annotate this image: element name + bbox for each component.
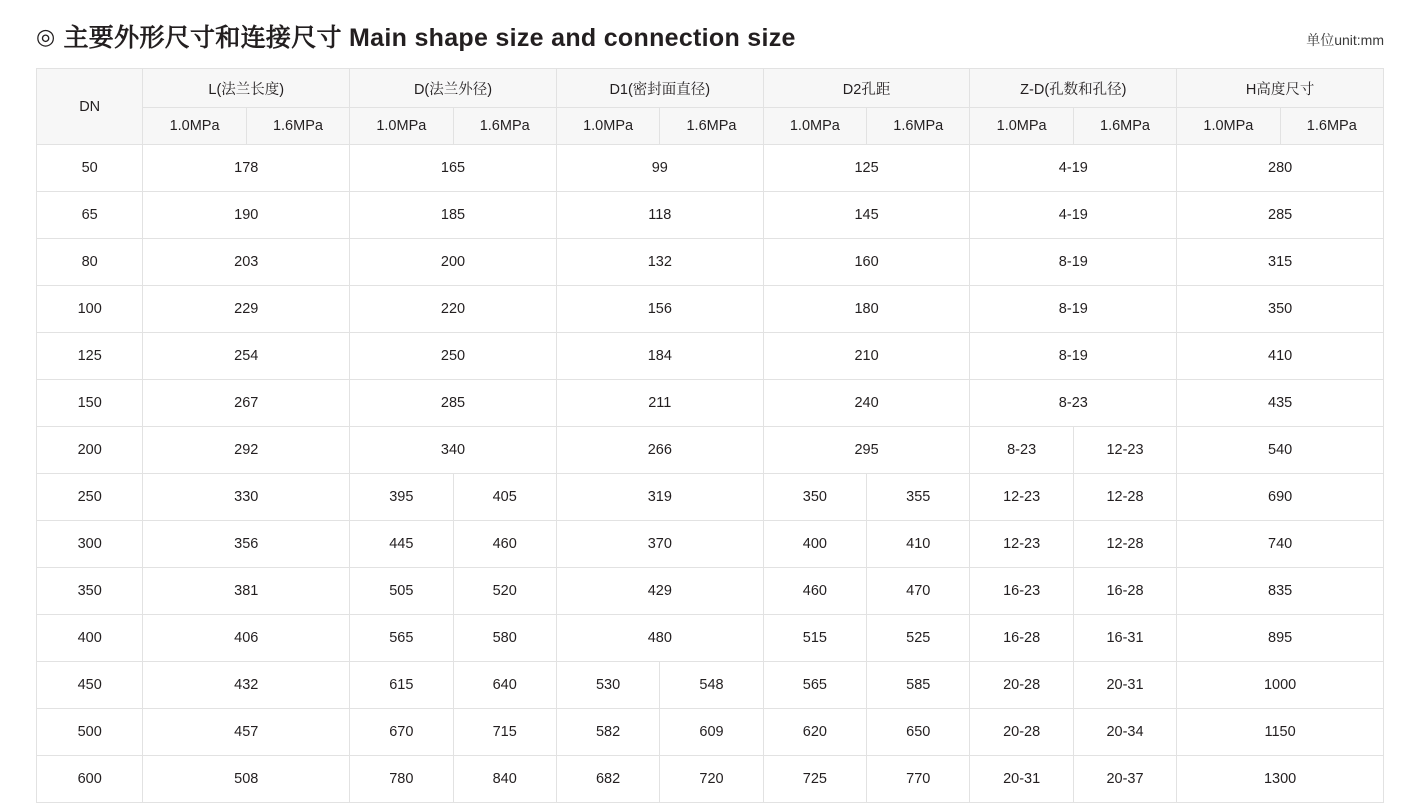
cell-d1-10: 582 (556, 709, 659, 756)
cell-dn: 600 (37, 756, 143, 803)
cell-l: 254 (143, 333, 350, 380)
cell-d-16: 840 (453, 756, 556, 803)
cell-d1: 480 (556, 615, 763, 662)
sub-header-zd-10: 1.0MPa (970, 108, 1073, 145)
column-header-l: L(法兰长度) (143, 69, 350, 108)
sub-header-d2-16: 1.6MPa (867, 108, 970, 145)
cell-h: 285 (1177, 192, 1384, 239)
sub-header-l-16: 1.6MPa (246, 108, 349, 145)
cell-zd: 8-19 (970, 286, 1177, 333)
cell-zd-10: 16-28 (970, 615, 1073, 662)
cell-d2-16: 355 (867, 474, 970, 521)
table-row (37, 239, 1384, 286)
cell-zd: 8-19 (970, 239, 1177, 286)
cell-dn: 150 (37, 380, 143, 427)
cell-d2-16: 770 (867, 756, 970, 803)
cell-zd: 4-19 (970, 145, 1177, 192)
cell-d2: 295 (763, 427, 970, 474)
cell-d2: 125 (763, 145, 970, 192)
cell-d: 220 (350, 286, 557, 333)
cell-d2-16: 470 (867, 568, 970, 615)
cell-d1: 132 (556, 239, 763, 286)
cell-h: 280 (1177, 145, 1384, 192)
cell-h: 410 (1177, 333, 1384, 380)
table-row (37, 286, 1384, 333)
cell-d-10: 670 (350, 709, 453, 756)
cell-dn: 300 (37, 521, 143, 568)
table-row (37, 427, 1384, 474)
cell-h: 350 (1177, 286, 1384, 333)
cell-d-16: 405 (453, 474, 556, 521)
cell-l: 292 (143, 427, 350, 474)
cell-l: 178 (143, 145, 350, 192)
table-head (37, 69, 1384, 145)
cell-d2-16: 410 (867, 521, 970, 568)
cell-zd-10: 16-23 (970, 568, 1073, 615)
sub-header-d-16: 1.6MPa (453, 108, 556, 145)
sub-header-d1-16: 1.6MPa (660, 108, 763, 145)
cell-h: 435 (1177, 380, 1384, 427)
cell-d-10: 505 (350, 568, 453, 615)
cell-l: 356 (143, 521, 350, 568)
sub-header-zd-16: 1.6MPa (1073, 108, 1176, 145)
cell-d: 340 (350, 427, 557, 474)
column-header-dn: DN (37, 69, 143, 145)
cell-l: 381 (143, 568, 350, 615)
cell-d2: 160 (763, 239, 970, 286)
cell-zd-16: 12-28 (1073, 521, 1176, 568)
cell-d1-10: 682 (556, 756, 659, 803)
dimensions-table (36, 68, 1384, 803)
cell-d: 185 (350, 192, 557, 239)
cell-l: 432 (143, 662, 350, 709)
cell-h: 835 (1177, 568, 1384, 615)
cell-d1-16: 609 (660, 709, 763, 756)
cell-h: 1300 (1177, 756, 1384, 803)
cell-dn: 500 (37, 709, 143, 756)
cell-d-16: 715 (453, 709, 556, 756)
table-row (37, 521, 1384, 568)
table-row (37, 709, 1384, 756)
cell-d2-10: 565 (763, 662, 866, 709)
cell-zd-16: 12-23 (1073, 427, 1176, 474)
cell-zd-16: 16-31 (1073, 615, 1176, 662)
cell-d-10: 395 (350, 474, 453, 521)
column-header-zd: Z-D(孔数和孔径) (970, 69, 1177, 108)
cell-h: 1000 (1177, 662, 1384, 709)
cell-dn: 450 (37, 662, 143, 709)
cell-dn: 125 (37, 333, 143, 380)
table-body (37, 145, 1384, 803)
cell-zd-10: 20-28 (970, 709, 1073, 756)
cell-l: 229 (143, 286, 350, 333)
cell-d2-10: 460 (763, 568, 866, 615)
cell-dn: 250 (37, 474, 143, 521)
sub-header-h-10: 1.0MPa (1177, 108, 1280, 145)
cell-h: 540 (1177, 427, 1384, 474)
title-row (36, 18, 1384, 54)
cell-zd: 4-19 (970, 192, 1177, 239)
cell-h: 895 (1177, 615, 1384, 662)
cell-h: 690 (1177, 474, 1384, 521)
cell-zd-10: 20-31 (970, 756, 1073, 803)
cell-dn: 80 (37, 239, 143, 286)
table-row (37, 145, 1384, 192)
cell-l: 203 (143, 239, 350, 286)
cell-d: 285 (350, 380, 557, 427)
cell-l: 406 (143, 615, 350, 662)
cell-l: 267 (143, 380, 350, 427)
cell-d2: 180 (763, 286, 970, 333)
cell-d2: 210 (763, 333, 970, 380)
cell-d-16: 580 (453, 615, 556, 662)
table-row (37, 474, 1384, 521)
cell-h: 315 (1177, 239, 1384, 286)
column-header-h: H高度尺寸 (1177, 69, 1384, 108)
bullet-icon: ◎ (36, 24, 56, 49)
page-title (36, 18, 796, 54)
cell-dn: 50 (37, 145, 143, 192)
cell-zd-16: 12-28 (1073, 474, 1176, 521)
cell-d1: 118 (556, 192, 763, 239)
cell-d: 165 (350, 145, 557, 192)
cell-d2-10: 400 (763, 521, 866, 568)
column-header-d: D(法兰外径) (350, 69, 557, 108)
cell-l: 457 (143, 709, 350, 756)
table-row (37, 333, 1384, 380)
cell-zd-10: 12-23 (970, 474, 1073, 521)
cell-zd: 8-23 (970, 380, 1177, 427)
cell-d: 250 (350, 333, 557, 380)
cell-d1: 429 (556, 568, 763, 615)
cell-zd: 8-19 (970, 333, 1177, 380)
cell-d2-10: 350 (763, 474, 866, 521)
cell-zd-16: 20-34 (1073, 709, 1176, 756)
cell-d1: 370 (556, 521, 763, 568)
table-group-header-row (37, 69, 1384, 108)
table-row (37, 662, 1384, 709)
cell-d1-10: 530 (556, 662, 659, 709)
table-row (37, 380, 1384, 427)
cell-d2-16: 585 (867, 662, 970, 709)
cell-d-10: 780 (350, 756, 453, 803)
cell-d2: 240 (763, 380, 970, 427)
cell-dn: 350 (37, 568, 143, 615)
table-row (37, 615, 1384, 662)
cell-l: 190 (143, 192, 350, 239)
cell-d1: 211 (556, 380, 763, 427)
cell-l: 508 (143, 756, 350, 803)
sub-header-h-16: 1.6MPa (1280, 108, 1383, 145)
sub-header-l-10: 1.0MPa (143, 108, 246, 145)
cell-dn: 100 (37, 286, 143, 333)
cell-d-16: 460 (453, 521, 556, 568)
column-header-d1: D1(密封面直径) (556, 69, 763, 108)
cell-l: 330 (143, 474, 350, 521)
cell-d-10: 565 (350, 615, 453, 662)
cell-dn: 400 (37, 615, 143, 662)
cell-d1-16: 548 (660, 662, 763, 709)
cell-d2-10: 515 (763, 615, 866, 662)
table-row (37, 568, 1384, 615)
cell-zd-16: 16-28 (1073, 568, 1176, 615)
cell-d: 200 (350, 239, 557, 286)
cell-h: 740 (1177, 521, 1384, 568)
cell-d1: 99 (556, 145, 763, 192)
cell-d2-16: 525 (867, 615, 970, 662)
unit-note: 单位unit:mm (1306, 32, 1384, 48)
cell-d1: 184 (556, 333, 763, 380)
cell-d-16: 520 (453, 568, 556, 615)
cell-d1: 266 (556, 427, 763, 474)
cell-zd-16: 20-31 (1073, 662, 1176, 709)
cell-d1-16: 720 (660, 756, 763, 803)
cell-d1: 156 (556, 286, 763, 333)
table-row (37, 192, 1384, 239)
cell-d2: 145 (763, 192, 970, 239)
sub-header-d2-10: 1.0MPa (763, 108, 866, 145)
table-row (37, 756, 1384, 803)
cell-d-10: 615 (350, 662, 453, 709)
cell-zd-10: 8-23 (970, 427, 1073, 474)
cell-zd-10: 20-28 (970, 662, 1073, 709)
cell-zd-10: 12-23 (970, 521, 1073, 568)
cell-d2-10: 620 (763, 709, 866, 756)
cell-dn: 65 (37, 192, 143, 239)
cell-d1: 319 (556, 474, 763, 521)
sub-header-d-10: 1.0MPa (350, 108, 453, 145)
page-title-text: 主要外形尺寸和连接尺寸 Main shape size and connection size (63, 24, 796, 52)
sub-header-d1-10: 1.0MPa (556, 108, 659, 145)
cell-d-16: 640 (453, 662, 556, 709)
cell-d2-16: 650 (867, 709, 970, 756)
column-header-d2: D2孔距 (763, 69, 970, 108)
table-sub-header-row (37, 108, 1384, 145)
cell-d2-10: 725 (763, 756, 866, 803)
cell-dn: 200 (37, 427, 143, 474)
cell-h: 1150 (1177, 709, 1384, 756)
cell-d-10: 445 (350, 521, 453, 568)
cell-zd-16: 20-37 (1073, 756, 1176, 803)
